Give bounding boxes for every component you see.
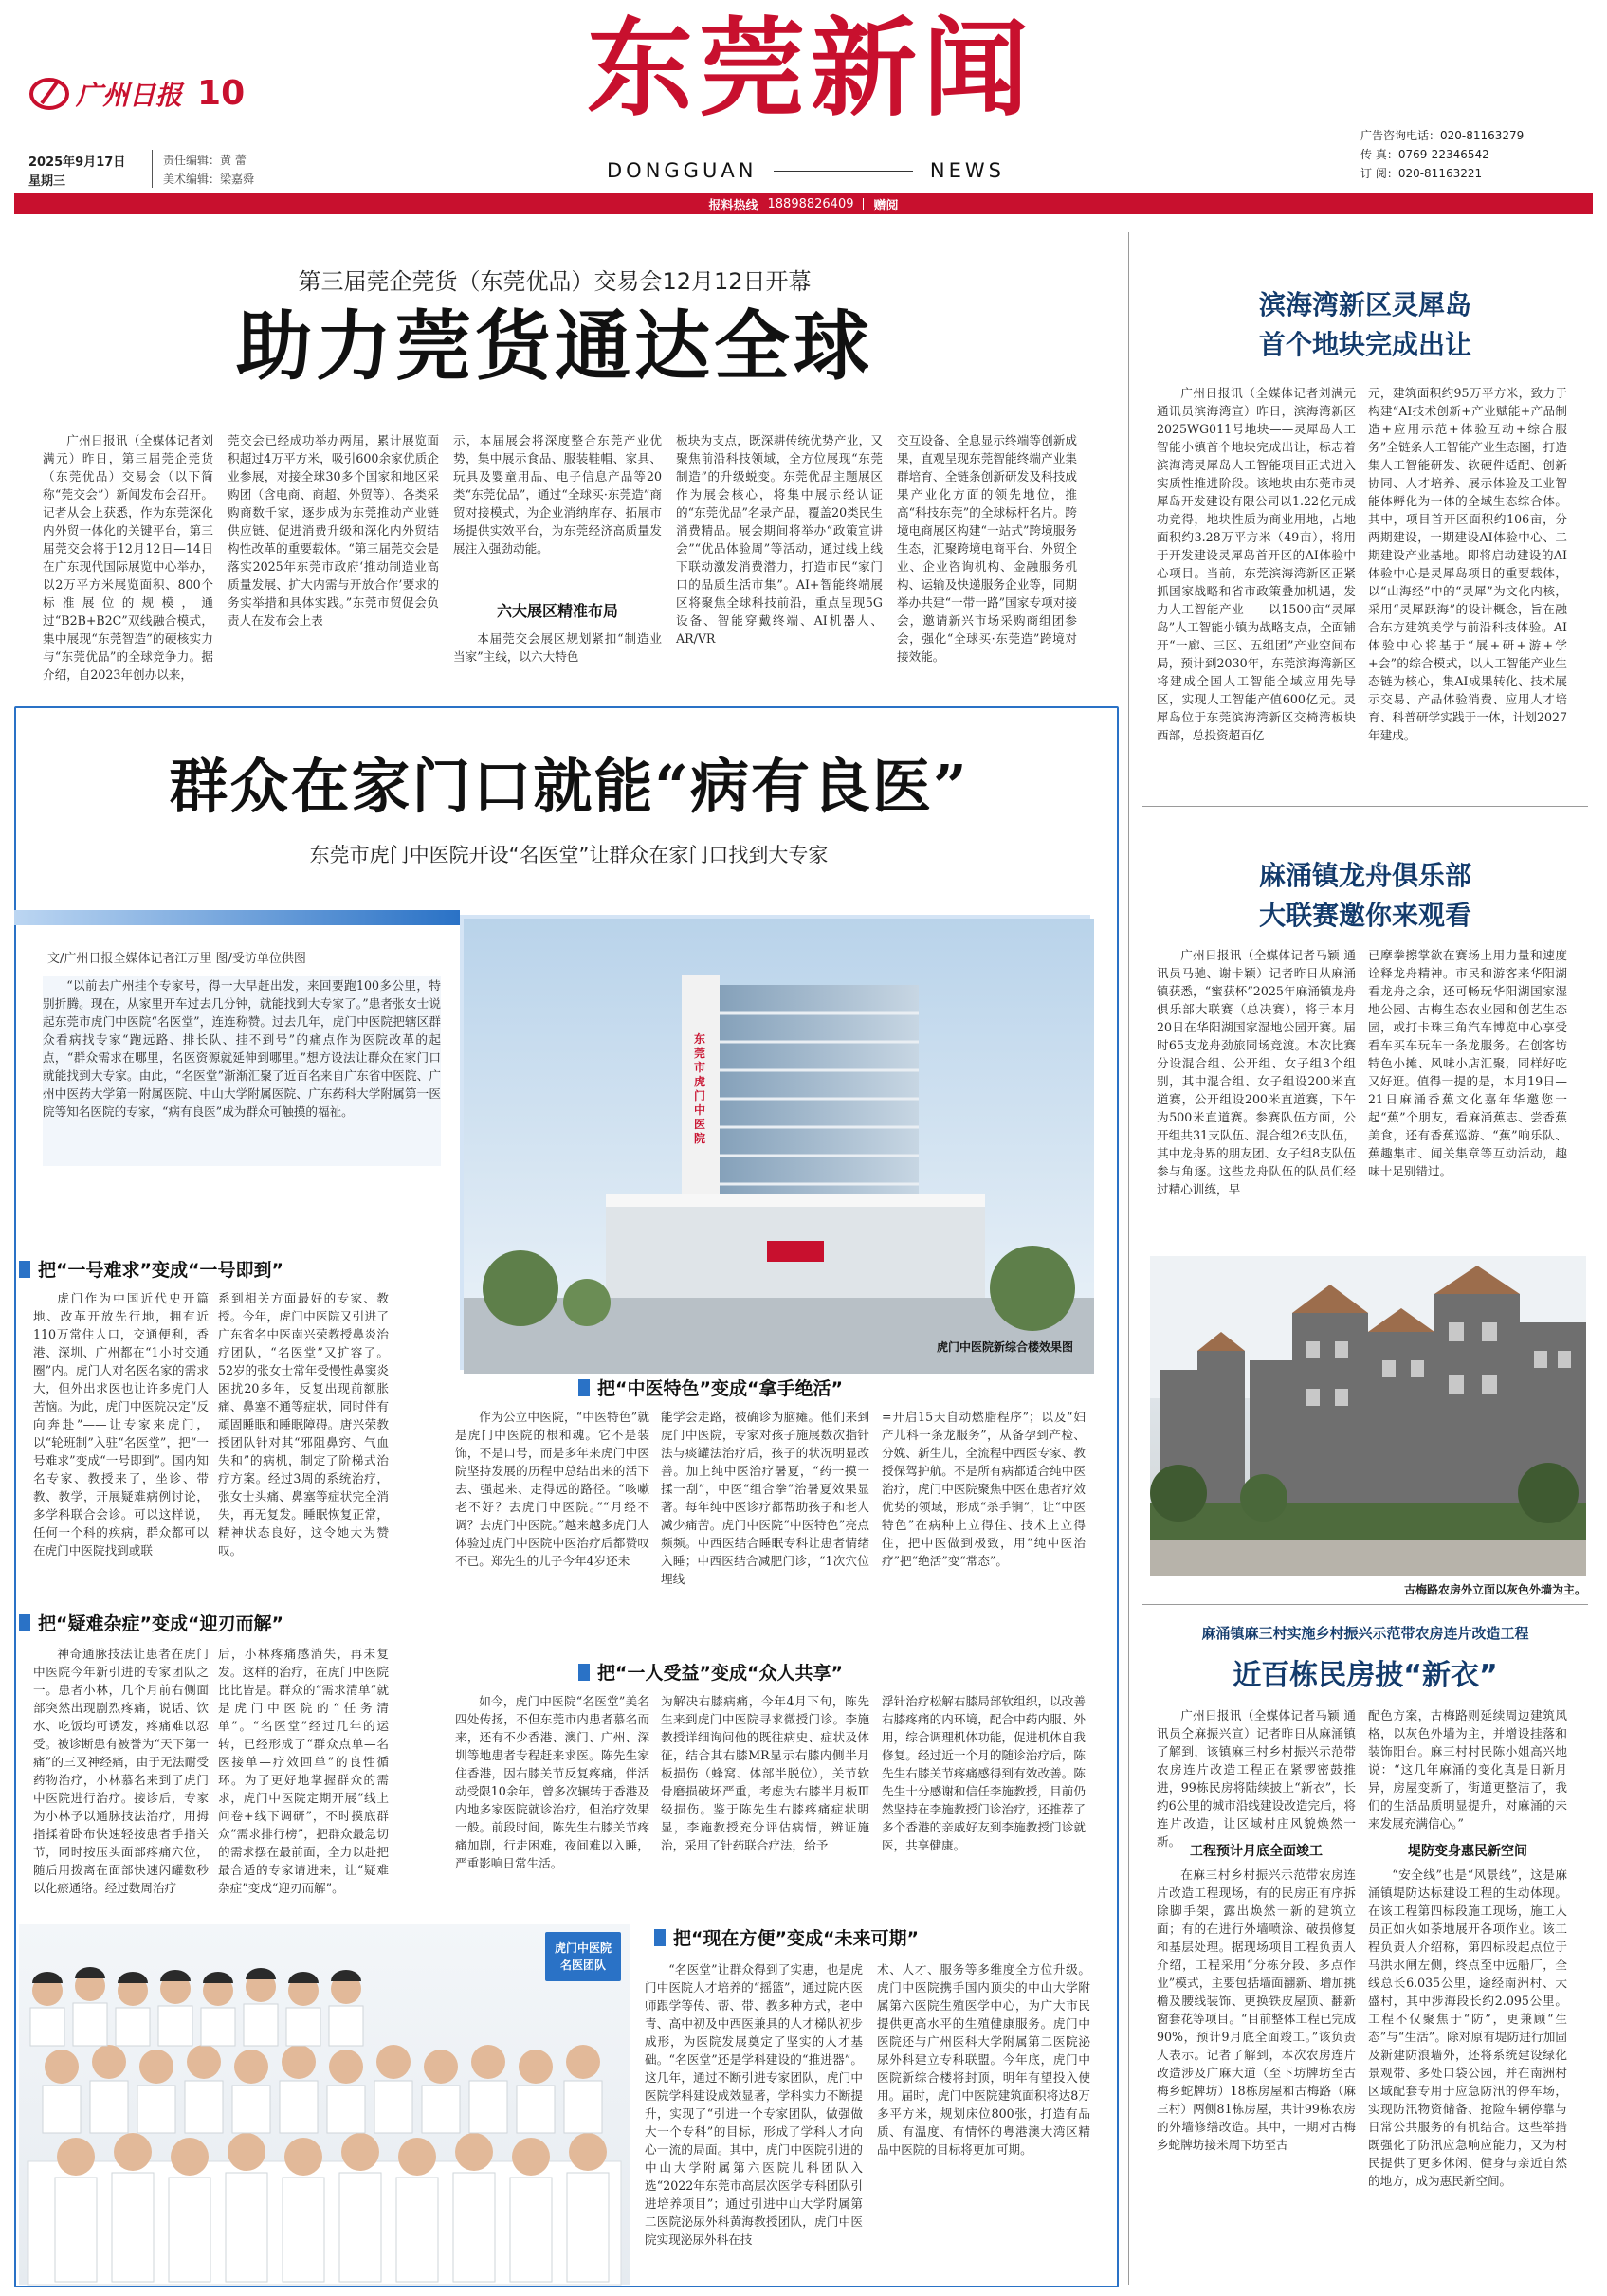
section-5-title: 把“现在方便”变成“未来可期”: [673, 1928, 919, 1949]
side3-col-a2-text: 在麻三村乡村振兴示范带农房连片改造工程现场，有的民房正有序拆除脚手架，露出焕然一新的建筑立面；有的在进行外墙喷涂、破损修复和基层处理。据现场项目工程负责人介绍，工程采用“分栋分段、多点作业”模式，主要包括墙面翻新、增加挑檐及腰线装饰、更换铁皮屋顶、翻新窗套花等项目。“目前整体工程已完成90%，预计9月底全面竣工。”该负责人表示。记者了解到，本次农房连片改造涉及广麻大道（至下坊牌坊至古梅乡蛇牌坊）18栋房屋和古梅路（麻三村）两侧81栋房屋，共计99栋农房的外墙修缮改造。其中，一期对古梅乡蛇牌坊接米周下坊至古: [1157, 1868, 1356, 2152]
side3-col-b: [1368, 1706, 1567, 1830]
hotline-sep: [863, 198, 864, 210]
side2-bottom-rule: [1142, 1604, 1588, 1605]
feature-intro-text: “以前去广州挂个专家号，得一大早赶出发，来回要跑100多公里，特别折腾。现在，从家里开车过去几分钟，就能找到大专家了。”患者张女士说起东莞市虎门中医院“名医堂”，连连称赞。过去几年，虎门中医院把辖区群众看病找专家“跑远路、排长队、挂不到号”的痛点作为医院改革的起点，“群众需求在哪里，名医资源就延伸到哪里。”想方设法让群众在家门口就能找到大专家。由此，“名医堂”渐渐汇聚了近百名来自广东省中医院、广州中医药大学第一附属医院、中山大学附属医院、广东药科大学附属第一医院等知名医院的专家，“病有良医”成为群众可触摸的福祉。: [43, 978, 441, 1119]
hotline-bar: [14, 193, 1593, 214]
s5-col-b-text: 术、人才、服务等多维度全方位升级。虎门中医院携手国内顶尖的中山大学附属第六医院生殖医学中心，为广大市民提供更高水平的生殖健康服务。虎门中医院还与广州医科大学附属第二医院泌尿外科建立专科联盟。今年底，虎门中医院新综合楼将封顶，明年有望投入使用。届时，虎门中医院建筑面积将达8万多平方米，规划床位800张，打造有品质、有温度、有情怀的粤港澳大湾区精品中医院的目标将更加可期。: [877, 1962, 1090, 2157]
s4-col-a: [455, 1692, 649, 1896]
side3-col-a: [1157, 1706, 1356, 1849]
side1-col-a-text: 广州日报讯（全媒体记者刘满元 通讯员滨海湾宣）昨日，滨海湾新区2025WG011号地块——灵犀岛人工智能小镇首个地块完成出让，标志着滨海湾灵犀岛人工智能项目正式进入实质性推进阶段。该地块由东莞市灵犀岛开发建设有限公司以1.22亿元成功竞得，地块性质为商业用地，占地面积约3.28万平方米（49亩），将用于开发建设灵犀岛首开区的AI体验中心项目。当前，东莞滨海湾新区正紧抓国家战略和省市政策叠加机遇，发力人工智能产业——以1500亩“灵犀岛”人工智能小镇为战略支点，全面铺开“一廊、三区、五组团”产业空间布局，预计到2030年，东莞滨海湾新区将建成全国人工智能全域应用先导区，实现人工智能产值600亿元。灵犀岛位于东莞滨海湾新区交椅湾板块西部，总投资超百亿: [1157, 386, 1356, 742]
feature-subtitle: 东莞市虎门中医院开设“名医堂”让群众在家门口找到大专家: [309, 844, 829, 866]
section-3-title: 把“中医特色”变成“拿手绝活”: [597, 1378, 843, 1399]
lead-col-5-text: 交互设备、全息显示终端等创新成果，直观呈现东莞智能终端产业集群培育、全链条创新研发及科技成果产业化方面的领先地位，推高“科技东莞”的全球标杆名片。跨境电商展区构建“一站式”跨境服务生态，汇聚跨境电商平台、外贸企业、企业咨询机构、金融服务机构、运输及快递服务企业等，同期举办共建“一带一路”国家专项对接会，邀请新兴市场采购商组团参会，强化“全球买·东莞造”跨境对接效能。: [897, 433, 1077, 664]
s2-col-b-text: 后，小林疼痛感消失，再未复发。这样的治疗，在虎门中医院比比皆是。群众的“需求清单”就是虎门中医院的“任务清单”。“名医堂”经过几年的运转，已经形成了“群众点单—名医接单—疗效回单”的良性循环。为了更好地掌握群众的需求，虎门中医院定期开展“线上问卷+线下调研”，不时摸底群众“需求排行榜”，把群众最急切的需求摆在最前面，全力以赴把最合适的专家请进来，让“疑难杂症”变成“迎刃而解”。: [218, 1647, 389, 1895]
fax-phone: 传 真：0769-22346542: [1360, 148, 1489, 161]
side3-col-b-text: 配色方案，古梅路则延续周边建筑风格，以灰色外墙为主，并增设挂落和装饰阳台。麻三村村民陈小姐高兴地说：“这几年麻涌的变化真是日新月异，房屋变新了，街道更整洁了，我们的生活品质明显提升，对麻涌的未来发展充满信心。”: [1368, 1708, 1567, 1831]
s1-col-b: [218, 1289, 389, 1597]
s5-col-a-text: “名医堂”让群众得到了实惠，也是虎门中医院人才培养的“摇篮”，通过院内医师跟学等传、帮、带、教多种方式，老中青、高中初及中西医兼具的人才梯队初步成形，为医院发展奠定了坚实的人才基础。“名医堂”还是学科建设的“推进器”。这几年，通过不断引进专家团队，虎门中医院学科建设成效显著，学科实力不断提升，实现了“引进一个专家团队，做强做大一个专科”的目标，形成了学科人才向心一流的局面。其中，虎门中医院引进的中山大学附属第六医院儿科团队入选“2022年东莞市高层次医学专科团队引进培养项目”；通过引进中山大学附属第二医院泌尿外科黄海教授团队，虎门中医院实现泌尿外科在技: [645, 1962, 863, 2247]
lead-kicker: 第三届莞企莞货（东莞优品）交易会12月12日开幕: [298, 268, 812, 295]
side2-col-a-text: 广州日报讯（全媒体记者马颖 通讯员马驰、谢卡颖）记者昨日从麻涌镇获悉，“蜜获杯”2025年麻涌镇龙舟俱乐部大联赛（总决赛），将于本月20日在华阳湖国家湿地公园开赛。届时65支龙舟劲旅同场竞渡。本次比赛分设混合组、公开组、女子组3个组别，其中混合组、女子组设200米直道赛，公开组设200米直道赛，下午为500米直道赛。参赛队伍方面，公开组共31支队伍、混合组26支队伍，其中龙舟界的朋友团、女子组8支队伍参与角逐。这些龙舟队伍的队员们经过精心训练，早: [1157, 948, 1356, 1196]
side2-col-a: [1157, 946, 1356, 1254]
s4-col-b: [661, 1692, 869, 1896]
s2-col-a: [33, 1645, 209, 1953]
section-en-left: DONGGUAN: [607, 159, 758, 182]
team-label: 虎门中医院名医团队: [545, 1932, 621, 1981]
section-en: [607, 159, 1005, 182]
side3-col-b2: [1368, 1866, 1567, 2283]
feature-byline: 文/广州日报全媒体记者江万里 图/受访单位供图: [47, 952, 306, 966]
side3-col-a-text: 广州日报讯（全媒体记者马颖 通讯员仝麻振兴宣）记者昨日从麻涌镇了解到，该镇麻三村乡村振兴示范带农房连片改造工程正在紧锣密鼓推进，99栋民房将陆续披上“新衣”，长约6公里的城市沿线建设改造完后，将连片改造，让区域村庄风貌焕然一新。: [1157, 1708, 1356, 1849]
masthead: [0, 0, 1607, 218]
hospital-photo-art: [464, 919, 1094, 1374]
side1-col-b-text: 元，建筑面积约95万平方米，致力于构建“AI技术创新+产业赋能+产品制造+应用示范+体验互动+综合服务”全链条人工智能产业生态圈，打造集人工智能研发、软硬件适配、创新协同、人才培养、展示体验及工业智能体孵化为一体的全域生态综合体。其中，项目首开区面积约106亩，分两期建设，一期建设AI体验中心、二期建设产业基地。即将启动建设的AI体验中心是灵犀岛项目的重要载体，以“山海经”中的“灵犀”为文化内核，采用“灵犀跃海”的设计概念，旨在融合东方建筑美学与前沿科技体验。AI体验中心将基于“展+研+游+学+会”的综合模式，以人工智能产业生态链为核心，集AI成果转化、技术展示交易、产品体验消费、应用人才培育、科普研学实践于一体，计划2027年建成。: [1368, 386, 1567, 742]
lead-col-3a: [453, 431, 662, 591]
village-photo-art: [1150, 1256, 1586, 1576]
side1-col-b: [1368, 384, 1567, 792]
lead-col-1: [43, 431, 213, 683]
lead-col-2: [228, 431, 439, 683]
section-1-title: 把“一号难求”变成“一号即到”: [38, 1260, 283, 1281]
s3-col-b: [661, 1408, 869, 1621]
village-photo: [1150, 1256, 1586, 1576]
issue-weekday: 星期三: [28, 174, 66, 189]
s3-col-a-text: 作为公立中医院，“中医特色”就是虎门中医院的根和魂。它不是装饰，不是口号，而是多年来虎门中医院坚持发展的历程中总结出来的活下去、强起来、走得远的路径。“咳嗽老不好？去虎门中医院。”“月经不调？去虎门中医院。”越来越多虎门人体验过虎门中医院中医治疗后都赞叹不已。郑先生的儿子今年4岁还未: [455, 1410, 649, 1568]
lead-subhead: 六大展区精准布局: [496, 602, 618, 620]
s2-col-b: [218, 1645, 389, 1953]
lead-col-4: [676, 431, 883, 683]
side3-col-b2-text: “安全线”也是“风景线”，这是麻涌镇堤防达标建设工程的生动体现。在该工程第四标段施工现场，施工人员正如火如荼地展开各项作业。该工程负责人介绍称，第四标段起点位于马洪水闸左侧，终点至中远船厂，全线总长6.035公里，途经南洲村、大盛村，其中涉海段长约2.095公里。工程不仅聚焦于“防”，更兼顾“生态”与“生活”。除对原有堤防进行加固及新建防浪墙外，还将系统建设绿化景观带、多处口袋公园，并在南洲村区域配套专用于应急防汛的停车场，实现防汛物资储备、抢险车辆停靠与日常公共服务的有机结合。这些举措既强化了防汛应急响应能力，又为村民提供了更多休闲、健身与亲近自然的地方，成为惠民新空间。: [1368, 1868, 1567, 2188]
section-3-heading: [578, 1375, 843, 1400]
lead-col-3b: [453, 629, 662, 683]
section-5-heading: [654, 1924, 919, 1950]
section-5-marker: [654, 1929, 666, 1946]
s3-col-b-text: 能学会走路，被确诊为脑瘫。他们来到虎门中医院，专家对孩子施展数次指针法与痰罐法治疗后，孩子的状况明显改善。加上纯中医治疗暑夏，“药一摸一揉一刮”，中医“组合拳”治暑夏效果显著。每年纯中医诊疗都帮助孩子和老人减少痛苦。虎门中医院“中医特色”亮点频频。中西医结合睡眠专科让患者情绪入睡；中西医结合减肥门诊，“1次穴位埋线: [661, 1410, 869, 1586]
s5-col-a: [645, 1960, 863, 2283]
feature-intro: [43, 976, 441, 1166]
date-divider: [152, 150, 153, 188]
art-editor-line: 美术编辑：梁嘉舜: [163, 173, 255, 186]
side3-subhead-b: 堤防变身惠民新空间: [1408, 1844, 1527, 1859]
lead-col-2-text: 莞交会已经成功举办两届，累计展览面积超过4万平方米，吸引600余家优质企业参展，对接全球30多个国家和地区采购团（含电商、商超、外贸等）、各类采购商数千家，逐步成为东莞推动产业链供应链、促进消费升级和深化内外贸结构性改革的重要载体。“第三届莞交会是落实2025年东莞市政府‘推动制造业高质量发展、扩大内需与开放合作’要求的务实举措和具体实践。”东莞市贸促会负责人在发布会上表: [228, 433, 439, 628]
lead-col-4-text: 板块为支点，既深耕传统优势产业，又聚焦前沿科技领域，全方位展现“东莞制造”的升级蜕变。东莞优品主题展区作为展会核心，将集中展示经认证的“东莞优品”名录产品，覆盖20类民生消费精品。展会期间将举办“政策宣讲会”“优品体验周”等活动，通过线上线下联动激发消费潜力，打造市民“家门口的品质生活市集”。AI+智能终端展区将聚焦全球科技前沿，重点呈现5G设备、智能穿戴终端、AI机器人、AR/VR: [676, 433, 883, 646]
section-en-rule: [774, 171, 913, 172]
lead-col-3a-text: 示，本届展会将深度整合东莞产业优势，集中展示食品、服装鞋帽、家具、玩具及婴童用品、电子信息产品等20类“东莞优品”，通过“全球买·东莞造”商贸对接模式，为企业消纳库存、拓展市场提供实效平台，为东莞经济高质量发展注入强劲动能。: [453, 433, 662, 556]
paper-logo-text: 广州日报: [76, 79, 183, 111]
side3-title: 近百栋民房披“新衣”: [1233, 1659, 1498, 1692]
side2-title-1: 麻涌镇龙舟俱乐部: [1258, 860, 1471, 891]
intro-bar: [14, 910, 460, 925]
subscribe-phone: 订 阅：020-81163221: [1360, 167, 1483, 180]
section-4-marker: [578, 1664, 590, 1681]
section-2-heading: [19, 1610, 283, 1635]
ad-phone: 广告咨询电话：020-81163279: [1360, 129, 1525, 142]
side1-title-2: 首个地块完成出让: [1258, 329, 1471, 360]
team-photo-art: [19, 1924, 630, 2285]
contact-box: [1360, 126, 1524, 183]
side1-col-a: [1157, 384, 1356, 792]
hospital-photo-caption: 虎门中医院新综合楼效果图: [936, 1340, 1073, 1354]
s1-col-a-text: 虎门作为中国近代史开篇地、改革开放先行地，拥有近110万常住人口，交通便利，香港、深圳、广州都在“1小时交通圈”内。虎门人对名医名家的需求大，但外出求医也让许多虎门人苦恼。为此，虎门中医院决定“反向奔赴”——让专家来虎门，以“轮班制”入驻“名医堂”，把“一号难求”变成“一号即到”。国内知名专家、教授来了，坐诊、带教、教学，开展疑难病例讨论，多学科联合会诊。可以这样说，任何一个科的疾病，群众都可以在虎门中医院找到或联: [33, 1291, 209, 1558]
s3-col-a: [455, 1408, 649, 1621]
section-3-marker: [578, 1379, 590, 1396]
side1-bottom-rule: [1142, 806, 1588, 807]
side3-col-a2: [1157, 1866, 1356, 2283]
section-4-title: 把“一人受益”变成“众人共享”: [597, 1663, 843, 1684]
side3-subhead-a: 工程预计月底全面竣工: [1190, 1844, 1323, 1859]
hotline-label: 报料热线: [708, 198, 758, 213]
s4-col-b-text: 为解决右膝病痛，今年4月下旬，陈先生来到虎门中医院寻求微授门诊。李施教授详细询问他的既往病史、症状及体征，结合其右膝MR显示右膝内侧半月板损伤（蜂窝、体部半脱位），关节软骨磨损破坏严重，考虑为右膝半月板Ⅲ级损伤。鉴于陈先生右膝疼痛症状明显，李施教授充分评估病情，辨证施治，采用了针药联合疗法，给予: [661, 1694, 869, 1852]
section-1-marker: [19, 1261, 30, 1278]
s3-col-c-text: =开启15天自动燃脂程序”；以及“妇产儿科一条龙服务”，从备孕到产检、分娩、新生儿，全流程中西医专家、教授保驾护航。不是所有病都适合纯中医治疗，虎门中医院聚焦中医在患者疗效优势的领域，形成“杀手锏”，让“中医特色”在病种上立得住、技术上立得住，把中医做到极致，用“纯中医治疗”把“绝活”变“常态”。: [882, 1410, 1086, 1568]
side1-title-1: 滨海湾新区灵犀岛: [1258, 289, 1471, 320]
hotline-number: 18898826409: [767, 196, 854, 211]
s1-col-a: [33, 1289, 209, 1597]
side2-title-2: 大联赛邀你来观看: [1258, 900, 1471, 931]
section-2-title: 把“疑难杂症”变成“迎刃而解”: [38, 1613, 283, 1634]
lead-col-3b-text: 本届莞交会展区规划紧扣“制造业当家”主线，以六大特色: [453, 631, 662, 664]
s4-col-c: [882, 1692, 1086, 1896]
lead-title: 助力莞货通达全球: [236, 301, 873, 391]
village-photo-caption: 古梅路农房外立面以灰色外墙为主。: [1403, 1583, 1586, 1596]
section-1-heading: [19, 1256, 283, 1282]
page-number: 10: [197, 74, 246, 113]
right-column-rule: [1128, 232, 1129, 2285]
paper-logo: [28, 74, 245, 113]
hospital-photo: [460, 915, 1090, 1370]
team-photo: [19, 1924, 630, 2285]
s4-col-c-text: 浮针治疗松解右膝局部软组织，以改善右膝疼痛的内环境，配合中药内服、外用，综合调理机体功能，促进机体自我修复。经过近一个月的随诊治疗后，陈先生右膝关节疼痛感得到有效改善。陈先生十分感谢和信任李施教授，目前仍然坚持在李施教授门诊治疗，还推荐了多个香港的亲戚好友到李施教授门诊就医，共享健康。: [882, 1694, 1086, 1852]
issue-date: 2025年9月17日: [28, 155, 126, 170]
s2-col-a-text: 神奇通脉技法让患者在虎门中医院今年新引进的专家团队之一。患者小林，几个月前右侧面部突然出现剧烈疼痛，说话、饮水、吃饭均可诱发，疼痛难以忍受。被诊断患有被誉为“天下第一痛”的三叉神经痛，由于无法耐受药物治疗，小林慕名来到了虎门中医院进行治疗。接诊后，专家为小林予以通脉技法治疗，用拇指揉着卧布快速轻按患者手指关节，同时按压头面部疼痛穴位，随后用拨离在面部快速闪罐数秒以化瘀通络。经过数周治疗: [33, 1647, 209, 1895]
feature-title: 群众在家门口就能“病有良医”: [169, 752, 969, 821]
s3-col-c: [882, 1408, 1086, 1621]
section-4-heading: [578, 1659, 843, 1685]
s5-col-b: [877, 1960, 1090, 2283]
side2-col-b-text: 已摩拳擦掌欲在赛场上用力量和速度诠释龙舟精神。市民和游客来华阳湖看龙舟之余，还可畅玩华阳湖国家湿地公园、古梅生态农业园和创艺生态园，或打卡珠三角汽车博览中心享受看车买车玩车一条龙服务。在创客坊特色小摊、风味小店汇聚，同样好吃又好逛。值得一提的是，本月19日—21日麻涌香蕉文化嘉年华邀您一起“蕉”个朋友，看麻涌蕉志、尝香蕉美食，还有香蕉巡游、“蕉”响乐队、蕉趣集市、闻关集章等互动活动，趣味十足别错过。: [1368, 948, 1567, 1178]
paper-logo-icon: [28, 75, 70, 113]
section-2-marker: [19, 1614, 30, 1631]
lead-col-5: [897, 431, 1077, 683]
side3-kicker: 麻涌镇麻三村实施乡村振兴示范带农房连片改造工程: [1201, 1625, 1529, 1642]
side2-col-b: [1368, 946, 1567, 1254]
hotline-suffix: 赠阅: [873, 198, 899, 213]
section-title: 东莞新闻: [587, 7, 1034, 131]
s1-col-b-text: 系到相关方面最好的专家、教授。今年，虎门中医院又引进了广东省名中医南兴荣教授鼻炎治疗团队，“名医堂”又扩容了。52岁的张女士常年受慢性鼻窦炎困扰20多年，反复出现前额胀痛、鼻塞不通等症状，同时伴有頑固睡眠和睡眠障碍。唐兴荣教授团队针对其“邪阻鼻窍、气血失和”的病机，制定了阶梯式治疗方案。经过3周的系统治疗，张女士头痛、鼻塞等症状完全消失，再无复发。睡眠恢复正常，精神状态良好，这令她大为赞叹。: [218, 1291, 389, 1558]
s4-col-a-text: 如今，虎门中医院“名医堂”美名四处传扬，不但东莞市内患者慕名而来，还有不少香港、澳门、广州、深圳等地患者专程赶来求医。陈先生家住香港，因右膝关节反复疼痛，伴活动受限10余年，曾多次辗转于香港及内地多家医院就诊治疗，但治疗效果一般。前段时间，陈先生右膝关节疼痛加剧，行走困难，夜间难以入睡，严重影响日常生活。: [455, 1694, 649, 1870]
hospital-sign: 东莞市虎门中医院: [694, 1032, 706, 1145]
section-en-right: NEWS: [929, 159, 1005, 182]
lead-col-1-text: 广州日报讯（全媒体记者刘满元）昨日，第三届莞企莞货（东莞优品）交易会（以下简称“莞交会”）新闻发布会召开。记者从会上获悉，作为东莞深化内外贸一体化的关键平台，第三届莞交会将于12月12日—14日在广东现代国际展览中心举办，以2万平方米展览面积、800个标准展位的规模，通过“B2B+B2C”双线融合模式，集中展现“东莞智造”的硬核实力与“东莞优品”的全球竞争力。据介绍，自2023年创办以来，: [43, 433, 213, 682]
editor-line: 责任编辑：黄 蕾: [163, 154, 247, 167]
